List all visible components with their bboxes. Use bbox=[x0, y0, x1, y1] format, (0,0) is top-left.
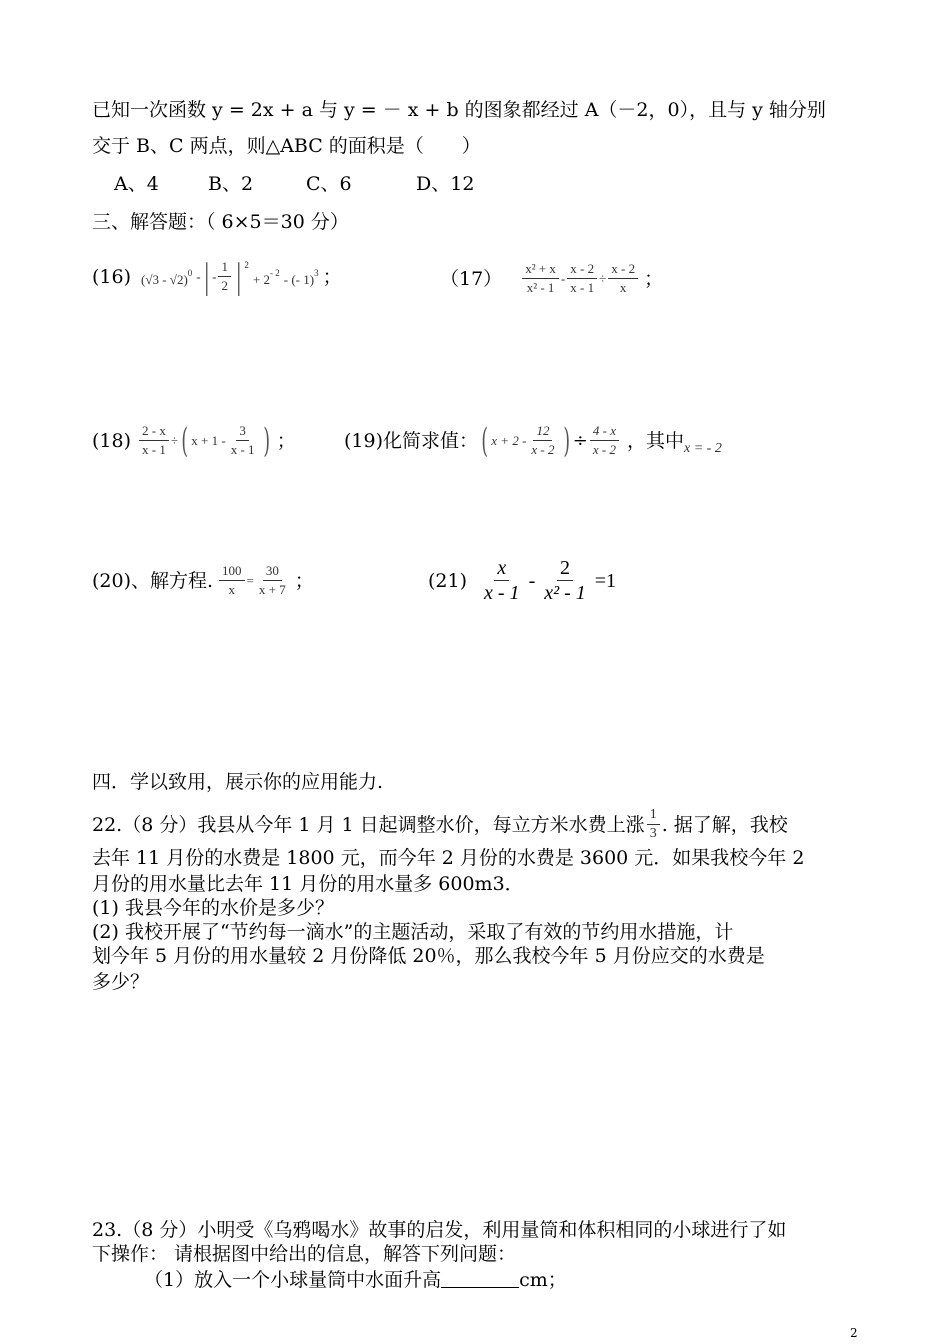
q16-exp2: 2 bbox=[244, 259, 249, 270]
q15-option-b: B、2 bbox=[208, 173, 254, 195]
q23-part1 bbox=[144, 1268, 567, 1292]
q21-label: (21) bbox=[428, 569, 468, 592]
q22-part2-line3: 多少？ bbox=[92, 971, 150, 993]
q19-fraction-2: $\frac{4 - x}{x - 2}$ bbox=[590, 422, 619, 459]
q17-op2: ÷ bbox=[599, 270, 607, 286]
q22-line3: 月份的用水量比去年 11 月份的用水量多 600m3． bbox=[92, 873, 524, 895]
q22-part1: (1) 我县今年的水价是多少？ bbox=[92, 897, 334, 919]
q18-fraction-2: 3 x - 1 bbox=[230, 423, 255, 457]
q19-mid: x + 2 - bbox=[491, 432, 527, 448]
q18-label: (18) bbox=[92, 429, 132, 452]
q23-part1-text: （1）放入一个小球量筒中水面升高 bbox=[144, 1269, 442, 1291]
q16-end: ； bbox=[322, 265, 342, 288]
q19-where: ，其中 bbox=[626, 429, 684, 452]
section4-heading: 四．学以致用，展示你的应用能力. bbox=[92, 771, 384, 793]
q19-paren-left: ( bbox=[481, 420, 488, 461]
q18-fraction-1: $\frac{2 - x}{x - 1}$ bbox=[139, 422, 169, 459]
q16-label: (16) bbox=[92, 265, 132, 288]
q16-paren-left: | bbox=[203, 256, 210, 297]
q22-line1 bbox=[92, 806, 788, 843]
q15-line1: 已知一次函数 y = 2x + a 与 y = － x + b 的图象都经过 A（－2，0），且与 y 轴分别 bbox=[92, 99, 826, 121]
q17-fraction-3: $\frac{x - 2}{x}$ bbox=[608, 260, 638, 297]
q18-mid: x + 1 - bbox=[191, 432, 226, 448]
q23-line1: 23.（8 分）小明受《乌鸦喝水》故事的启发，利用量筒和体积相同的小球进行了如 bbox=[92, 1219, 787, 1241]
q18-paren-right: ) bbox=[262, 420, 270, 461]
q21 bbox=[428, 556, 616, 605]
q16 bbox=[92, 258, 342, 295]
q16-minus: - bbox=[196, 268, 201, 284]
q18-op: ÷ bbox=[170, 432, 178, 448]
q20 bbox=[92, 562, 314, 599]
q17-fraction-2: $\frac{x - 2}{x - 1}$ bbox=[567, 260, 597, 297]
q20-fraction-1: $\frac{100}{x}$ bbox=[219, 562, 245, 599]
q22-part2-line2: 划今年 5 月份的用水量较 2 月份降低 20％，那么我校今年 5 月份应交的水费是 bbox=[92, 945, 765, 967]
q17-end: ； bbox=[644, 267, 664, 290]
q16-term3: + $2^{- 2}$ bbox=[252, 268, 280, 287]
section3-heading: 三、解答题：（ 6×5＝30 分） bbox=[92, 211, 349, 233]
q16-term1: (√3 - √2)$^0$ bbox=[141, 268, 193, 287]
q19-op: ÷ bbox=[572, 429, 588, 451]
q17 bbox=[440, 260, 663, 297]
q22-fraction: 1 3 bbox=[647, 806, 660, 843]
q21-rhs: =1 bbox=[594, 569, 617, 592]
q18-paren-left: ( bbox=[181, 420, 188, 461]
q18 bbox=[92, 422, 296, 459]
q21-fraction-1: x x - 1 bbox=[484, 557, 520, 604]
q20-eq: = bbox=[246, 572, 254, 588]
q16-paren-right: | bbox=[235, 256, 242, 297]
q23-line2: 下操作： 请根据图中给出的信息，解答下列问题： bbox=[92, 1243, 517, 1265]
q23-part1-unit: cm； bbox=[519, 1269, 567, 1291]
q17-op1: - bbox=[560, 270, 566, 286]
q19-paren-right: ) bbox=[562, 420, 570, 461]
q20-end: ； bbox=[294, 569, 314, 592]
q16-term4: - (- 1)$^3$ bbox=[283, 268, 319, 287]
q20-label: (20)、解方程. bbox=[92, 569, 214, 592]
q22-line2: 去年 11 月份的水费是 1800 元，而今年 2 月份的水费是 3600 元．如果我校今年 2 bbox=[92, 847, 805, 869]
q20-fraction-2: $\frac{30}{x + 7}$ bbox=[258, 563, 286, 597]
q22-part2-line1: (2) 我校开展了“节约每一滴水”的主题活动，采取了有效的节约用水措施，计 bbox=[92, 921, 734, 943]
q21-fraction-2: $\frac{2}{\text{x² - 1}}$ bbox=[544, 557, 586, 604]
q16-half-fraction: 1 2 bbox=[218, 258, 231, 295]
q19 bbox=[344, 422, 722, 459]
q18-end: ； bbox=[276, 429, 296, 452]
page-number: 2 bbox=[850, 1326, 858, 1340]
q22-line1-text: 22.（8 分）我县从今年 1 月 1 日起调整水价，每立方米水费上涨 bbox=[92, 813, 645, 836]
q21-op: - bbox=[528, 569, 536, 592]
q19-label: (19)化简求值： bbox=[344, 429, 479, 452]
q19-condition: x = - 2 bbox=[684, 440, 722, 456]
q16-neg: - bbox=[212, 268, 217, 284]
q15-line2: 交于 B、C 两点，则△ABC 的面积是（ ） bbox=[92, 135, 481, 157]
q17-fraction-1: x² + x x² - 1 bbox=[522, 260, 559, 297]
q17-label: （17） bbox=[440, 267, 503, 290]
answer-blank[interactable] bbox=[441, 1269, 519, 1288]
q22-line1-end: . 据了解，我校 bbox=[661, 813, 788, 836]
q15-option-d: D、12 bbox=[416, 173, 475, 195]
q19-fraction-1: 12 x - 2 bbox=[531, 423, 555, 457]
q15-option-c: C、6 bbox=[306, 173, 352, 195]
q15-option-a: A、4 bbox=[114, 173, 159, 195]
